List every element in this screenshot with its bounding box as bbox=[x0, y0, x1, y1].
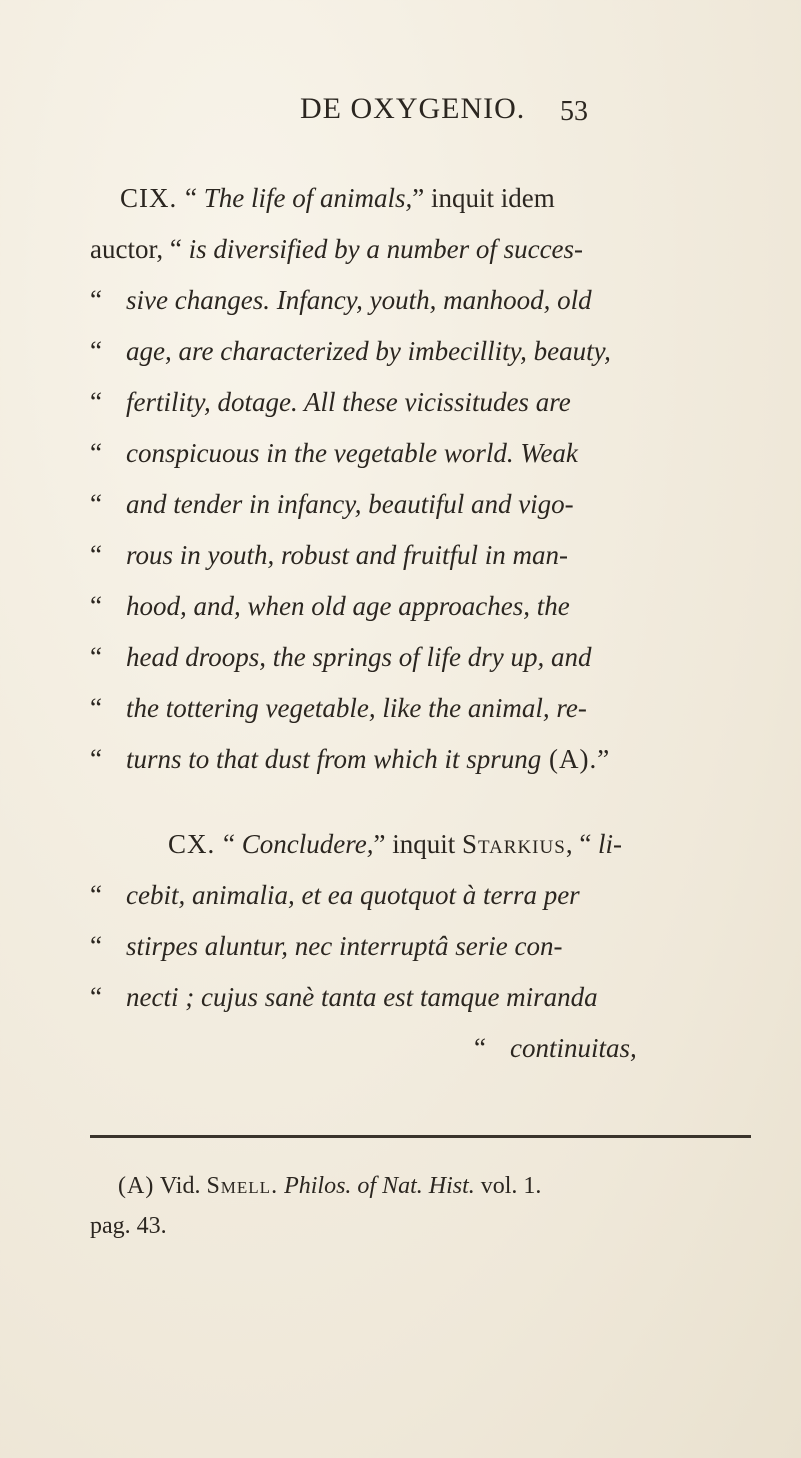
quote-mark: “ bbox=[90, 931, 102, 961]
quote-mark: “ bbox=[90, 693, 102, 723]
quote-mark: “ bbox=[90, 982, 102, 1012]
footnote-work-title: Philos. of Nat. Hist. bbox=[278, 1173, 475, 1199]
page-number: 53 bbox=[560, 96, 588, 127]
text-line bbox=[90, 278, 750, 322]
text-line bbox=[474, 1026, 754, 1070]
running-title: DE OXYGENIO. bbox=[300, 92, 526, 125]
section-marker: CIX. bbox=[120, 183, 185, 213]
roman-text: ” inquit idem bbox=[412, 183, 555, 213]
quote-mark: “ bbox=[90, 387, 102, 417]
italic-text: hood, and, when old age approaches, the bbox=[126, 591, 570, 621]
footnote-text: vol. 1. bbox=[474, 1173, 542, 1199]
running-head bbox=[0, 92, 801, 142]
quote-mark: “ bbox=[90, 489, 102, 519]
author-name: Starkius bbox=[461, 829, 566, 859]
italic-text: necti ; cujus sanè tanta est tamque miranda bbox=[126, 982, 598, 1012]
footnote-reference: (A).” bbox=[541, 744, 611, 774]
italic-text: stirpes aluntur, nec interruptâ serie con- bbox=[126, 931, 563, 961]
roman-text: , “ bbox=[565, 829, 599, 859]
text-line bbox=[90, 924, 750, 968]
text-line bbox=[90, 380, 750, 424]
italic-text: the tottering vegetable, like the animal, re- bbox=[126, 693, 587, 723]
italic-text: and tender in infancy, beautiful and vigo- bbox=[126, 489, 574, 519]
quote-mark: “ bbox=[185, 183, 204, 213]
italic-text: turns to that dust from which it sprung bbox=[126, 744, 542, 774]
italic-text: head droops, the springs of life dry up, and bbox=[126, 642, 592, 672]
footnote-divider bbox=[90, 1135, 751, 1138]
roman-text: ” inquit bbox=[373, 829, 462, 859]
text-line bbox=[90, 635, 750, 679]
italic-text: fertility, dotage. All these vicissitudes are bbox=[126, 387, 571, 417]
italic-text: sive changes. Infancy, youth, manhood, old bbox=[126, 285, 592, 315]
footnote-text: pag. 43. bbox=[90, 1213, 167, 1239]
text-line bbox=[90, 329, 750, 373]
quote-mark: “ bbox=[90, 642, 102, 672]
italic-text: conspicuous in the vegetable world. Weak bbox=[126, 438, 578, 468]
text-line bbox=[90, 482, 750, 526]
quote-mark: “ bbox=[474, 1033, 486, 1063]
italic-text: continuitas, bbox=[510, 1033, 637, 1063]
quote-mark: “ bbox=[90, 336, 102, 366]
text-line bbox=[90, 533, 750, 577]
quote-mark: “ bbox=[90, 540, 102, 570]
text-line bbox=[90, 975, 750, 1019]
italic-text: is diversified by a number of succes- bbox=[188, 234, 584, 264]
text-line bbox=[90, 431, 750, 475]
italic-text: age, are characterized by imbecillity, beauty, bbox=[126, 336, 611, 366]
italic-text: The life of animals, bbox=[203, 183, 413, 213]
quote-mark: “ bbox=[223, 829, 242, 859]
text-line bbox=[90, 873, 750, 917]
italic-text: Concludere, bbox=[241, 829, 374, 859]
text-line bbox=[90, 227, 750, 271]
quote-mark: “ bbox=[90, 285, 102, 315]
italic-text: rous in youth, robust and fruitful in man- bbox=[126, 540, 569, 570]
text-line bbox=[120, 176, 780, 220]
footnote-text: Vid. bbox=[154, 1173, 207, 1199]
footnote bbox=[118, 1166, 541, 1206]
quote-mark: “ bbox=[90, 438, 102, 468]
text-line bbox=[90, 737, 750, 781]
italic-text: cebit, animalia, et ea quotquot à terra per bbox=[126, 880, 580, 910]
footnote-line bbox=[90, 1206, 167, 1246]
italic-text: li- bbox=[598, 829, 623, 859]
quote-mark: “ bbox=[90, 591, 102, 621]
footnote-marker: (A) bbox=[118, 1173, 155, 1199]
quote-mark: “ bbox=[90, 744, 102, 774]
footnote-author: Smell. bbox=[206, 1173, 279, 1199]
quote-mark: “ bbox=[90, 880, 102, 910]
roman-text: auctor, “ bbox=[90, 234, 189, 264]
text-line bbox=[90, 584, 750, 628]
text-line bbox=[168, 822, 801, 866]
section-marker: CX. bbox=[168, 829, 224, 859]
text-line bbox=[90, 686, 750, 730]
